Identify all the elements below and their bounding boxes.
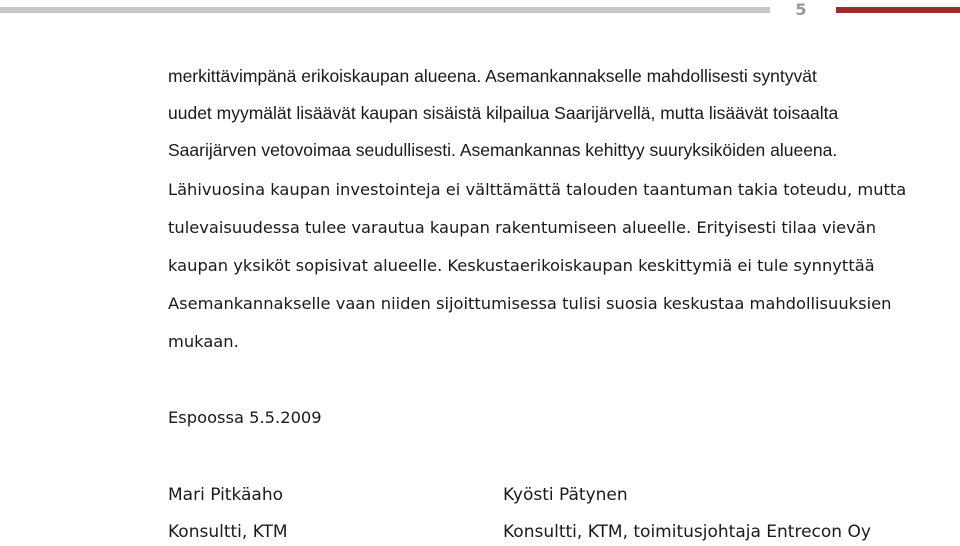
signature-right-name: Kyösti Pätynen (503, 485, 628, 505)
header-rule-left (0, 7, 770, 13)
signature-right-title: Konsultti, KTM, toimitusjohtaja Entrecon Oy (503, 522, 871, 542)
paragraph-line: uudet myymälät lisäävät kaupan sisäistä kilpailua Saarijärvellä, mutta lisäävät toisaalta (168, 103, 839, 123)
page-number: 5 (795, 0, 807, 19)
place-date: Espoossa 5.5.2009 (168, 408, 322, 427)
signature-left-title: Konsultti, KTM (168, 522, 288, 542)
paragraph-line: kaupan yksiköt sopisivat alueelle. Keskustaerikoiskaupan keskittymiä ei tule synnyttää (168, 256, 875, 275)
paragraph-line: merkittävimpänä erikoiskaupan alueena. Asemankannakselle mahdollisesti syntyvät (168, 66, 817, 86)
paragraph-line: tulevaisuudessa tulee varautua kaupan rakentumiseen alueelle. Erityisesti tilaa vievän (168, 218, 877, 237)
header-rule-right (836, 7, 960, 13)
paragraph-line: Lähivuosina kaupan investointeja ei välttämättä talouden taantuman takia toteudu, mutta (168, 180, 907, 199)
paragraph-line: mukaan. (168, 332, 239, 351)
signature-left-name: Mari Pitkäaho (168, 485, 284, 505)
paragraph-line: Asemankannakselle vaan niiden sijoittumisessa tulisi suosia keskustaa mahdollisuuksien (168, 294, 892, 313)
paragraph-line: Saarijärven vetovoimaa seudullisesti. Asemankannas kehittyy suuryksiköiden alueena. (168, 140, 838, 160)
